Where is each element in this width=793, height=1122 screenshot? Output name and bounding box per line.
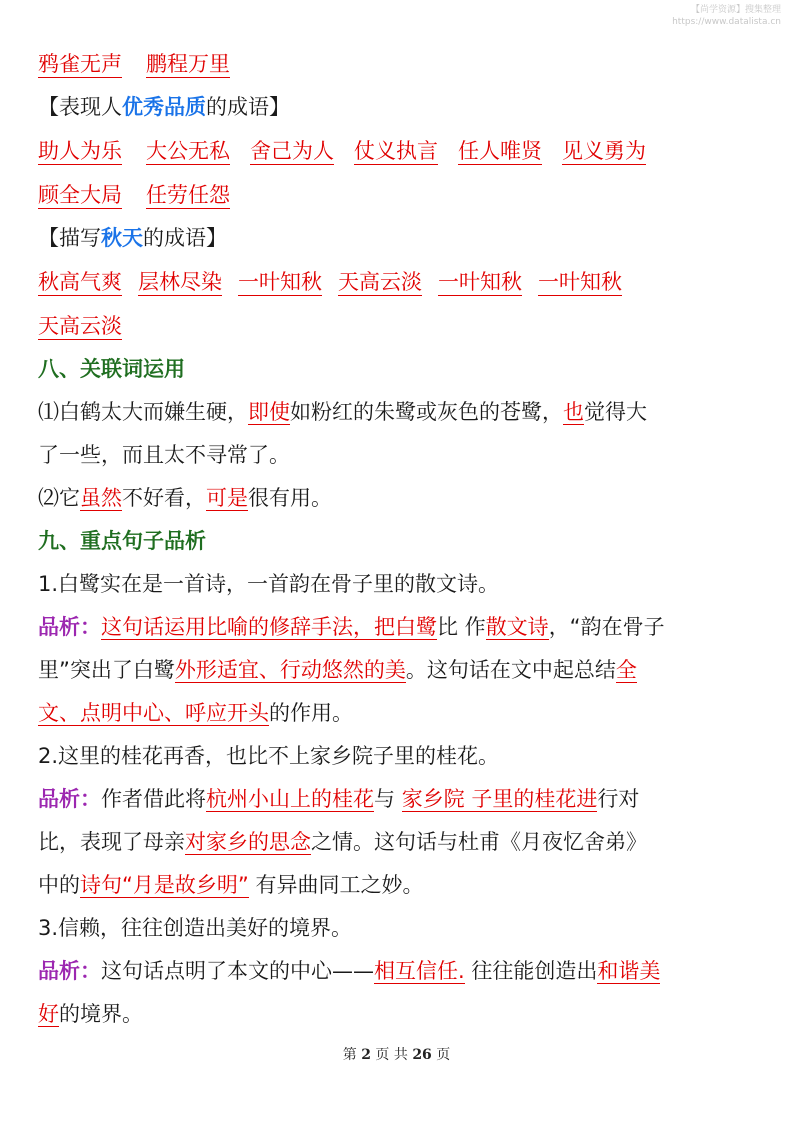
sentence-question: 3.信赖，往往创造出美好的境界。: [38, 916, 353, 940]
answer: 相互信任.: [374, 959, 465, 983]
text: 的境界。: [59, 1002, 143, 1026]
idiom-row: [38, 129, 763, 173]
answer: 诗句“月是故乡明”: [80, 873, 249, 897]
analysis-line: [38, 649, 763, 692]
conjunction-item-1-cont: 了一些，而且太不寻常了。: [38, 443, 290, 467]
analysis-label: 品析：: [38, 615, 101, 639]
footer-text: 第: [342, 1047, 357, 1063]
text: 与: [374, 787, 402, 811]
category-highlight: 优秀品质: [122, 95, 206, 119]
idiom-row: [38, 304, 763, 348]
text: 之情。这句话与杜甫《月夜忆舍弟》: [311, 830, 647, 854]
idiom: 秋高气爽: [38, 270, 122, 294]
watermark-url: https://www.datalista.cn: [672, 17, 781, 27]
idiom: 顾全大局: [38, 183, 122, 207]
answer: 可是: [206, 486, 248, 510]
answer: 和谐美: [597, 959, 661, 983]
text: 。这句话在文中起总结: [405, 658, 616, 682]
analysis-line: [38, 692, 763, 735]
idiom: 鸦雀无声: [38, 52, 122, 76]
conjunction-item-1: [38, 391, 763, 434]
text: ⑵它: [38, 486, 80, 510]
text: 不好看，: [122, 486, 206, 510]
idiom: 天高云淡: [38, 314, 122, 338]
answer: 虽然: [80, 486, 122, 510]
idiom: 一叶知秋: [438, 270, 522, 294]
sentence-question: 1.白鹭实在是一首诗，一首韵在骨子里的散文诗。: [38, 572, 500, 596]
analysis-line: [38, 950, 763, 993]
page-footer: [0, 1044, 793, 1064]
analysis-line: [38, 778, 763, 821]
analysis-label: 品析：: [38, 959, 101, 983]
idiom: 任劳任怨: [146, 183, 230, 207]
sentence-question: 2.这里的桂花再香，也比不上家乡院子里的桂花。: [38, 744, 500, 768]
answer: 家乡院 子里的桂花进: [401, 787, 598, 811]
idiom: 层林尽染: [138, 270, 222, 294]
text: 有异曲同工之妙。: [248, 873, 424, 897]
idiom: 任人唯贤: [458, 139, 542, 163]
category-heading-quality: [38, 86, 763, 129]
footer-text: 页 共: [375, 1047, 408, 1063]
page-total: 26: [412, 1047, 432, 1063]
answer: 文、点明中心、呼应开头: [38, 701, 269, 725]
idiom: 一叶知秋: [538, 270, 622, 294]
text: 中的: [38, 873, 80, 897]
text: 比，表现了母亲: [38, 830, 185, 854]
idiom: 见义勇为: [562, 139, 646, 163]
page-number: 2: [361, 1047, 371, 1063]
answer: 即使: [248, 400, 290, 424]
idiom-row: [38, 173, 763, 217]
analysis-line: [38, 864, 763, 907]
text: 比 作: [437, 615, 486, 639]
category-suffix: 的成语】: [206, 95, 290, 119]
idiom: 仗义执言: [354, 139, 438, 163]
text: 行对: [597, 787, 640, 811]
idiom-row: [38, 42, 763, 86]
category-prefix: 【表现人: [38, 95, 122, 119]
category-suffix: 的成语】: [143, 226, 227, 250]
idiom: 助人为乐: [38, 139, 122, 163]
category-highlight: 秋天: [101, 226, 143, 250]
text: 往往能创造出: [464, 959, 598, 983]
answer: 全: [615, 658, 637, 682]
conjunction-item-2: [38, 477, 763, 520]
idiom: 一叶知秋: [238, 270, 322, 294]
answer: 也: [563, 400, 584, 424]
analysis-label: 品析：: [38, 787, 101, 811]
text: 觉得大: [584, 400, 647, 424]
document-body: [38, 42, 763, 1036]
watermark: [672, 4, 781, 28]
watermark-line1: 【尚学资源】搜集整理: [690, 5, 781, 15]
text: ⑴白鹤太大而嫌生硬，: [38, 400, 248, 424]
idiom-row: [38, 260, 763, 304]
footer-text: 页: [436, 1047, 451, 1063]
text: 里”突出了白鹭: [38, 658, 175, 682]
analysis-line: [38, 993, 763, 1036]
idiom: 鹏程万里: [146, 52, 230, 76]
idiom: 天高云淡: [338, 270, 422, 294]
text: 这句话点明了本文的中心——: [101, 959, 374, 983]
answer: 外形适宜、行动悠然的美: [174, 658, 406, 682]
analysis-line: [38, 606, 763, 649]
text: 作者借此将: [101, 787, 206, 811]
answer: 杭州小山上的桂花: [206, 787, 374, 811]
answer: 对家乡的思念: [185, 830, 311, 854]
answer: 好: [38, 1002, 59, 1026]
text: 的作用。: [269, 701, 353, 725]
category-heading-autumn: [38, 217, 763, 260]
text: ，“韵在骨子: [548, 615, 665, 639]
text: 很有用。: [248, 486, 332, 510]
answer: 这句话运用比喻的修辞手法，把白鹭: [101, 615, 437, 639]
idiom: 舍己为人: [250, 139, 334, 163]
idiom: 大公无私: [146, 139, 230, 163]
section-heading-conjunctions: 八、关联词运用: [38, 357, 185, 381]
text: 如粉红的朱鹭或灰色的苍鹭，: [290, 400, 563, 424]
analysis-line: [38, 821, 763, 864]
answer: 散文诗: [485, 615, 549, 639]
category-prefix: 【描写: [38, 226, 101, 250]
section-heading-sentences: 九、重点句子品析: [38, 529, 206, 553]
